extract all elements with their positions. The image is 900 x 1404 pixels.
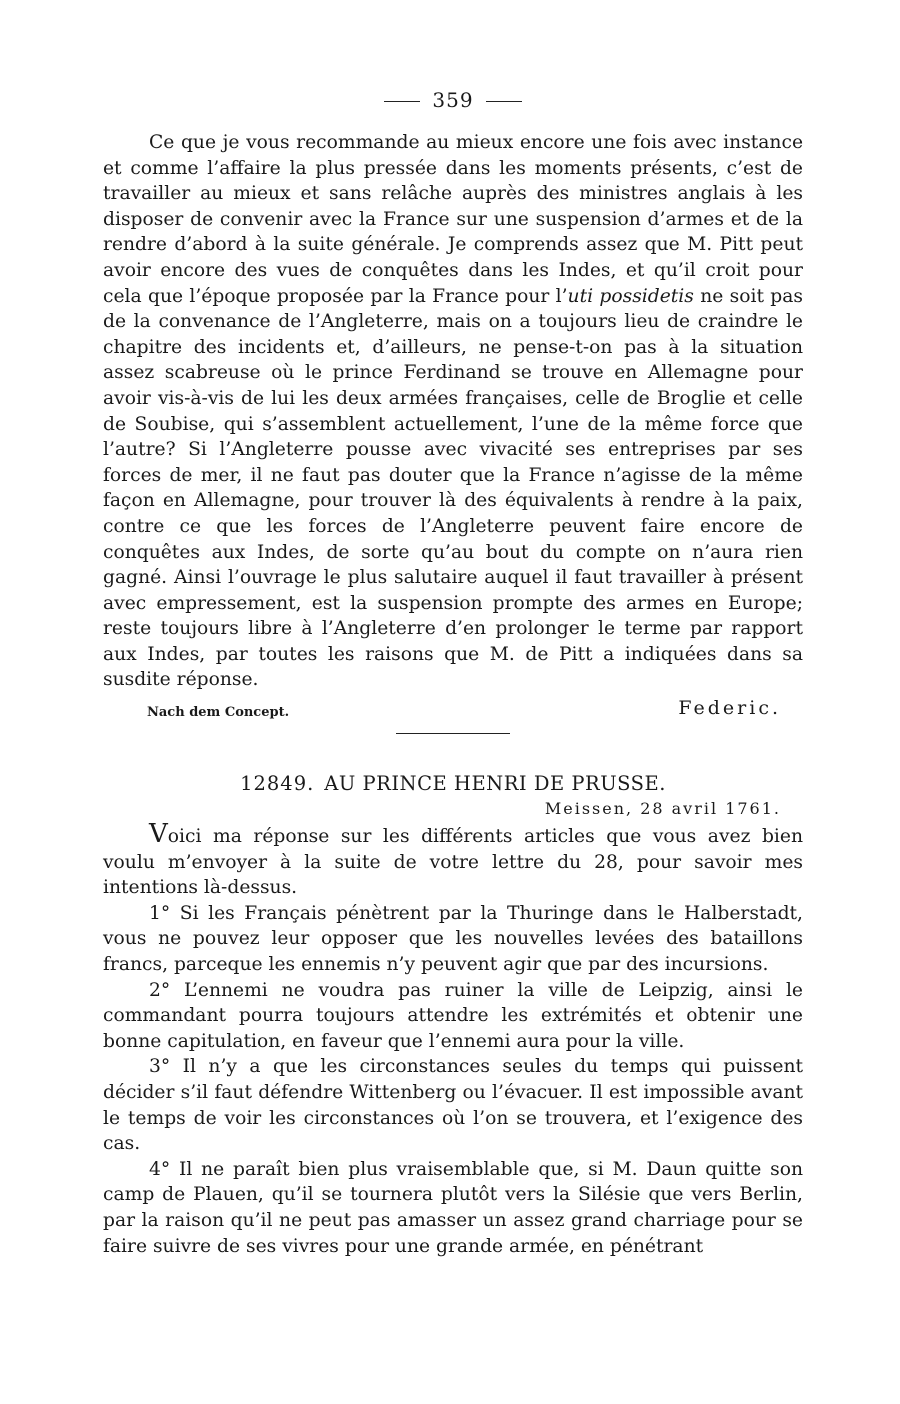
italic-phrase: uti possidetis <box>567 285 694 307</box>
header-dash-left <box>384 101 420 102</box>
numbered-point-2: 2° L’ennemi ne voudra pas ruiner la ville de Leipzig, ainsi le commandant pourra toujours attendre les extrémités et obtenir une bonne capitulation, en faveur que l’ennemi aura pour la ville. <box>103 979 803 1052</box>
source-note: Nach dem Concept. <box>147 705 290 721</box>
paragraph-text-end: ne soit pas de la convenance de l’Angleterre, mais on a toujours lieu de craindre le chapitre des incidents et, d’ailleurs, ne pense-t-on pas à la situation assez scabreuse où le prince Ferdinand se trouve en Allemagne pour avoir vis-à-vis de lui les deux armées françaises, celle de Broglie et celle de Soubise, qui s’assemblent actuellement, l’une de la même force que l’autre? Si l’Angleterre pousse avec vivacité ses entreprises par ses forces de mer, il ne faut pas douter que la France n’agisse de la même façon en Allemagne, pour trouver là des équivalents à rendre à la paix, contre ce que les forces de l’Angleterre peuvent faire encore de conquêtes aux Indes, de sorte qu’au bout du compte on n’aura rien gagné. Ainsi l’ouvrage le plus salutaire auquel il faut travailler à présent avec empressement, est la suspension prompte des armes en Europe; reste toujours libre à l’Angleterre d’en prolonger le terme par rapport aux Indes, par toutes les raisons que M. de Pitt a indiquées dans sa susdite réponse. <box>103 285 803 691</box>
body-paragraph <box>103 130 803 693</box>
section-divider <box>396 733 510 734</box>
header-dash-right <box>486 101 522 102</box>
closing-row <box>103 697 803 727</box>
numbered-point-1: 1° Si les Français pénètrent par la Thuringe dans le Halberstadt, vous ne pouvez leur opposer que les nouvelles levées des bataillons francs, parceque les ennemis n’y peuvent agir que par des incursions. <box>103 902 803 976</box>
place-date: Meissen, 28 avril 1761. <box>544 799 781 819</box>
document-page <box>103 88 803 1259</box>
numbered-point-3: 3° Il n’y a que les circonstances seules du temps qui puissent décider s’il faut défendre Wittenberg ou l’évacuer. Il est impossible avant le temps de voir les circonstances où l’on se trouvera, et l’exigence des cas. <box>103 1056 803 1155</box>
letter-intro-paragraph <box>103 819 803 901</box>
letter-heading <box>103 772 803 795</box>
paragraph-text-start: Ce que je vous recommande au mieux encore une fois avec instance et comme l’affaire la plus pressée dans les moments présents, c’est de travailler au mieux et sans relâche auprès des ministres anglais à les disposer de convenir avec la France sur une suspension d’armes et de la rendre d’abord à la suite générale. Je comprends assez que M. Pitt peut avoir encore des vues de conquêtes dans les Indes, et qu’il croit pour cela que l’époque proposée par la France pour l’ <box>103 132 803 307</box>
letter-title: AU PRINCE HENRI DE PRUSSE. <box>324 772 666 796</box>
drop-initial: V <box>149 819 168 850</box>
numbered-point-4: 4° Il ne paraît bien plus vraisemblable que, si M. Daun quitte son camp de Plauen, qu’il se tournera plutôt vers la Silésie que vers Berlin, par la raison qu’il ne peut pas amasser un assez grand charriage pour se faire suivre de ses vivres pour une grande armée, en pénétrant <box>103 1158 803 1257</box>
page-number: 359 <box>432 88 474 112</box>
letter-intro-text: oici ma réponse sur les différents articles que vous avez bien voulu m’envoyer à la suite de votre lettre du 28, pour savoir mes intentions là-dessus. <box>103 826 803 899</box>
page-number-header <box>103 88 803 112</box>
signature: Federic. <box>678 697 781 720</box>
letter-number: 12849. <box>240 772 315 796</box>
